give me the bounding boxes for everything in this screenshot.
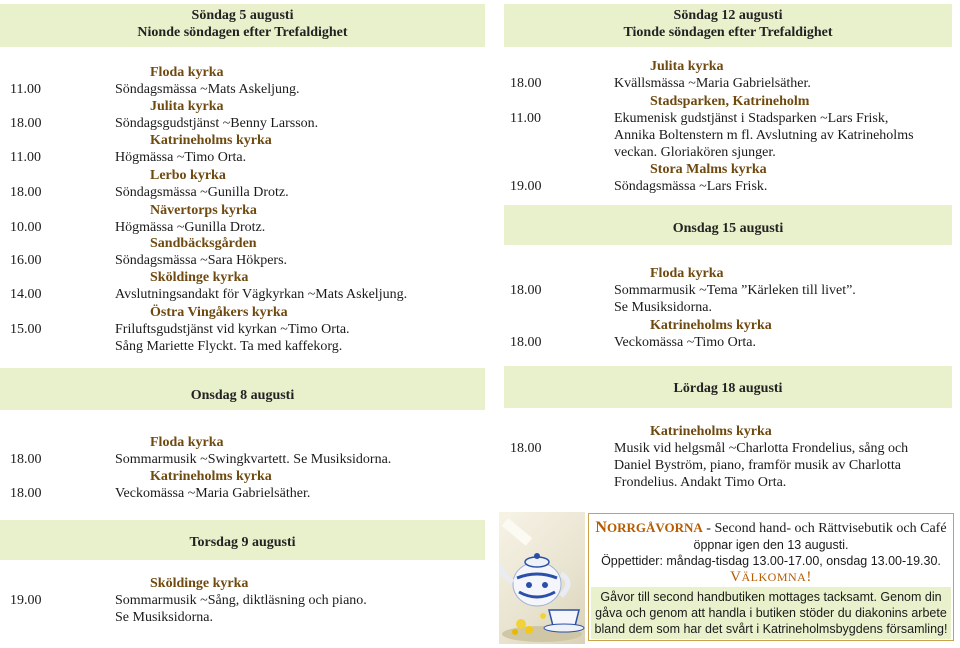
entry-text: Ekumenisk gudstjänst i Stadsparken ~Lars Frisk, — [614, 111, 889, 126]
entry-text: Söndagsmässa ~Sara Hökpers. — [115, 253, 288, 268]
sunday5-date: Söndag 5 augusti — [191, 8, 294, 23]
entry-text: Söndagsgudstjänst ~Benny Larsson. — [115, 116, 319, 131]
wednesday8-date: Onsdag 8 augusti — [190, 388, 295, 403]
place-label: Sandbäcksgården — [150, 236, 257, 251]
time: 11.00 — [510, 111, 541, 126]
entry-text: Söndagsmässa ~Mats Askeljung. — [115, 82, 300, 97]
notice-brand: NORRGÅVORNA — [595, 519, 703, 536]
shop-notice — [588, 513, 954, 641]
time: 14.00 — [10, 287, 42, 302]
time: 18.00 — [10, 185, 42, 200]
notice-box-line3: bland dem som har det svårt i Katrineholmsbygdens församling! — [594, 622, 948, 636]
notice-welcome: VÄLKOMNA! — [730, 569, 812, 585]
notice-line3: Öppettider: måndag-tisdag 13.00-17.00, onsdag 13.00-19.30. — [601, 554, 941, 568]
sunday12-date: Söndag 12 augusti — [673, 8, 783, 23]
entry-text: Sommarmusik ~Swingkvartett. Se Musiksidorna. — [115, 452, 392, 467]
place-label: Katrineholms kyrka — [150, 469, 272, 484]
time: 18.00 — [10, 452, 42, 467]
sunday12-subtitle: Tionde söndagen efter Trefaldighet — [623, 25, 833, 40]
entry-text-cont: veckan. Gloriakören sjunger. — [614, 145, 776, 160]
entry-text: Söndagsmässa ~Gunilla Drotz. — [115, 185, 289, 200]
notice-donation-box — [591, 587, 951, 639]
place-label: Floda kyrka — [150, 65, 224, 80]
entry-text: Avslutningsandakt för Vägkyrkan ~Mats Askeljung. — [115, 287, 408, 302]
entry-text-cont: Daniel Byström, piano, framför musik av Charlotta — [614, 458, 901, 473]
saturday18-date: Lördag 18 augusti — [673, 381, 783, 396]
time: 18.00 — [510, 283, 542, 298]
place-label: Floda kyrka — [150, 435, 224, 450]
entry-text: Musik vid helgsmål ~Charlotta Frondelius, sång och — [614, 441, 909, 456]
sunday5-header — [0, 4, 485, 47]
time: 19.00 — [510, 179, 542, 194]
entry-text: Högmässa ~Gunilla Drotz. — [115, 220, 266, 235]
entry-text-cont: Sång Mariette Flyckt. Ta med kaffekorg. — [115, 339, 343, 354]
place-label: Östra Vingåkers kyrka — [150, 305, 288, 320]
place-label: Julita kyrka — [650, 59, 724, 74]
time: 11.00 — [10, 82, 41, 97]
time: 18.00 — [510, 76, 542, 91]
entry-text: Sommarmusik ~Tema ”Kärleken till livet”. — [614, 283, 856, 298]
teapot-icon — [499, 512, 585, 644]
place-label: Sköldinge kyrka — [150, 576, 249, 591]
sunday5-subtitle: Nionde söndagen efter Trefaldighet — [137, 25, 348, 40]
place-label: Floda kyrka — [650, 266, 724, 281]
notice-line1 — [589, 520, 953, 537]
entry-text: Sommarmusik ~Sång, diktläsning och piano. — [115, 593, 367, 608]
notice-line2: öppnar igen den 13 augusti. — [693, 538, 849, 552]
time: 16.00 — [10, 253, 42, 268]
notice-line1-text: - Second hand- och Rättvisebutik och Café — [702, 521, 947, 536]
time: 18.00 — [510, 441, 542, 456]
saturday18-header — [504, 366, 952, 408]
entry-text: Högmässa ~Timo Orta. — [115, 150, 247, 165]
time: 19.00 — [10, 593, 42, 608]
place-label: Stora Malms kyrka — [650, 162, 767, 177]
place-label: Lerbo kyrka — [150, 168, 226, 183]
notice-box-line2: gåva och genom att handla i butiken stöder du diakonins arbete — [595, 606, 947, 620]
place-label: Nävertorps kyrka — [150, 203, 257, 218]
entry-text: Söndagsmässa ~Lars Frisk. — [614, 179, 768, 194]
entry-text: Kvällsmässa ~Maria Gabrielsäther. — [614, 76, 811, 91]
notice-box-line1: Gåvor till second handbutiken mottages tacksamt. Genom din — [600, 590, 942, 604]
time: 18.00 — [10, 116, 42, 131]
entry-text-cont: Se Musiksidorna. — [614, 300, 712, 315]
time: 10.00 — [10, 220, 42, 235]
time: 15.00 — [10, 322, 42, 337]
place-label: Stadsparken, Katrineholm — [650, 94, 810, 109]
place-label: Sköldinge kyrka — [150, 270, 249, 285]
entry-text-cont: Annika Boltenstern m fl. Avslutning av Katrineholms — [614, 128, 914, 143]
place-label: Julita kyrka — [150, 99, 224, 114]
place-label: Katrineholms kyrka — [150, 133, 272, 148]
time: 18.00 — [510, 335, 542, 350]
wednesday15-header — [504, 205, 952, 245]
entry-text: Veckomässa ~Maria Gabrielsäther. — [115, 486, 311, 501]
sunday12-header — [504, 4, 952, 47]
entry-text-cont: Se Musiksidorna. — [115, 610, 213, 625]
entry-text: Veckomässa ~Timo Orta. — [614, 335, 756, 350]
place-label: Katrineholms kyrka — [650, 318, 772, 333]
time: 18.00 — [10, 486, 42, 501]
wednesday15-date: Onsdag 15 augusti — [672, 221, 784, 236]
wednesday8-header — [0, 368, 485, 410]
thursday9-header — [0, 520, 485, 560]
entry-text: Friluftsgudstjänst vid kyrkan ~Timo Orta. — [115, 322, 350, 337]
entry-text-cont: Frondelius. Andakt Timo Orta. — [614, 475, 787, 490]
time: 11.00 — [10, 150, 41, 165]
place-label: Katrineholms kyrka — [650, 424, 772, 439]
teapot-and-teacups-photo — [499, 512, 585, 644]
thursday9-date: Torsdag 9 augusti — [189, 535, 296, 550]
